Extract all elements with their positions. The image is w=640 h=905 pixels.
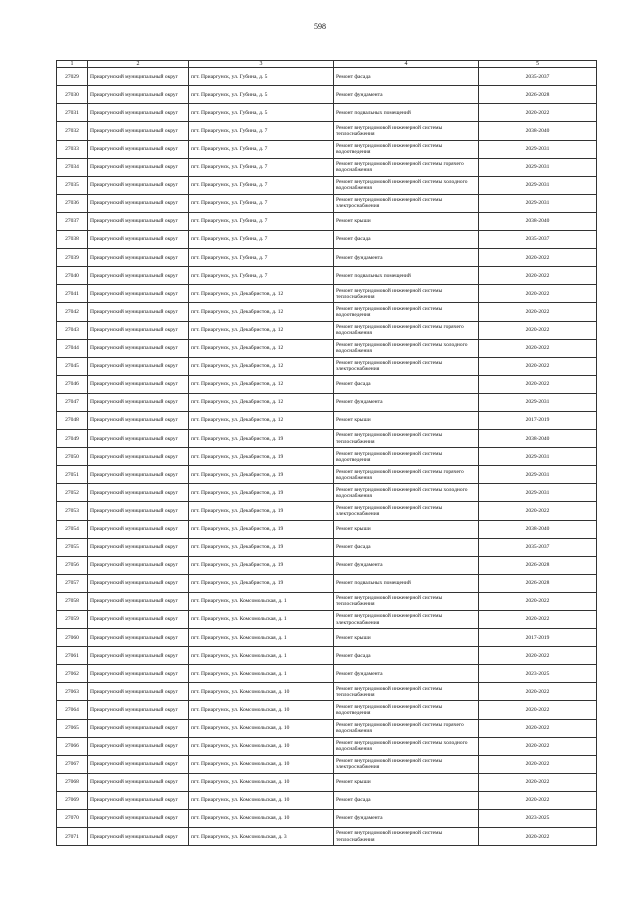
district-cell: Приаргунский муниципальный округ: [88, 647, 189, 665]
period-cell: 2020-2022: [479, 321, 597, 339]
column-number-row: [57, 61, 597, 68]
work-type-cell: Ремонт внутридомовой инженерной системы холодного водоснабжения: [334, 339, 479, 357]
district-cell: Приаргунский муниципальный округ: [88, 828, 189, 846]
period-cell: 2020-2022: [479, 719, 597, 737]
row-number-cell: 27037: [57, 212, 88, 230]
work-type-cell: Ремонт фундамента: [334, 86, 479, 104]
district-cell: Приаргунский муниципальный округ: [88, 665, 189, 683]
district-cell: Приаргунский муниципальный округ: [88, 122, 189, 140]
address-cell: пгт. Приаргунск, ул. Губина, д. 7: [189, 231, 334, 249]
period-cell: 2020-2022: [479, 249, 597, 267]
table-row: [57, 520, 597, 538]
table-row: [57, 285, 597, 303]
row-number-cell: 27059: [57, 611, 88, 629]
period-cell: 2029-2031: [479, 176, 597, 194]
period-cell: 2020-2022: [479, 104, 597, 122]
row-number-cell: 27054: [57, 520, 88, 538]
row-number-cell: 27063: [57, 683, 88, 701]
period-cell: 2035-2037: [479, 231, 597, 249]
district-cell: Приаргунский муниципальный округ: [88, 430, 189, 448]
period-cell: 2026-2028: [479, 574, 597, 592]
district-cell: Приаргунский муниципальный округ: [88, 556, 189, 574]
table-row: [57, 430, 597, 448]
address-cell: пгт. Приаргунск, ул. Комсомольская, д. 1: [189, 611, 334, 629]
table-row: [57, 737, 597, 755]
work-type-cell: Ремонт фасада: [334, 791, 479, 809]
work-type-cell: Ремонт внутридомовой инженерной системы теплоснабжения: [334, 828, 479, 846]
work-type-cell: Ремонт внутридомовой инженерной системы холодного водоснабжения: [334, 484, 479, 502]
row-number-cell: 27066: [57, 737, 88, 755]
address-cell: пгт. Приаргунск, ул. Губина, д. 7: [189, 249, 334, 267]
work-type-cell: Ремонт крыши: [334, 212, 479, 230]
table-row: [57, 321, 597, 339]
work-type-cell: Ремонт внутридомовой инженерной системы водоотведения: [334, 303, 479, 321]
work-type-cell: Ремонт внутридомовой инженерной системы теплоснабжения: [334, 122, 479, 140]
district-cell: Приаргунский муниципальный округ: [88, 810, 189, 828]
row-number-cell: 27044: [57, 339, 88, 357]
district-cell: Приаргунский муниципальный округ: [88, 520, 189, 538]
table-row: [57, 231, 597, 249]
row-number-cell: 27067: [57, 755, 88, 773]
district-cell: Приаргунский муниципальный округ: [88, 285, 189, 303]
address-cell: пгт. Приаргунск, ул. Комсомольская, д. 1: [189, 592, 334, 610]
row-number-cell: 27058: [57, 592, 88, 610]
table-row: [57, 810, 597, 828]
period-cell: 2020-2022: [479, 339, 597, 357]
work-type-cell: Ремонт внутридомовой инженерной системы электроснабжения: [334, 611, 479, 629]
table-row: [57, 267, 597, 285]
work-type-cell: Ремонт внутридомовой инженерной системы холодного водоснабжения: [334, 176, 479, 194]
row-number-cell: 27039: [57, 249, 88, 267]
district-cell: Приаргунский муниципальный округ: [88, 68, 189, 86]
column-header: 2: [88, 61, 189, 68]
address-cell: пгт. Приаргунск, ул. Декабристов, д. 12: [189, 375, 334, 393]
address-cell: пгт. Приаргунск, ул. Комсомольская, д. 10: [189, 701, 334, 719]
work-type-cell: Ремонт внутридомовой инженерной системы теплоснабжения: [334, 683, 479, 701]
period-cell: 2026-2028: [479, 556, 597, 574]
work-type-cell: Ремонт внутридомовой инженерной системы теплоснабжения: [334, 592, 479, 610]
row-number-cell: 27047: [57, 393, 88, 411]
work-type-cell: Ремонт крыши: [334, 629, 479, 647]
period-cell: 2038-2040: [479, 212, 597, 230]
table-row: [57, 249, 597, 267]
table-row: [57, 212, 597, 230]
district-cell: Приаргунский муниципальный округ: [88, 538, 189, 556]
address-cell: пгт. Приаргунск, ул. Декабристов, д. 19: [189, 466, 334, 484]
period-cell: 2035-2037: [479, 538, 597, 556]
district-cell: Приаргунский муниципальный округ: [88, 375, 189, 393]
address-cell: пгт. Приаргунск, ул. Декабристов, д. 19: [189, 502, 334, 520]
address-cell: пгт. Приаргунск, ул. Губина, д. 7: [189, 194, 334, 212]
district-cell: Приаргунский муниципальный округ: [88, 755, 189, 773]
address-cell: пгт. Приаргунск, ул. Декабристов, д. 12: [189, 321, 334, 339]
address-cell: пгт. Приаргунск, ул. Губина, д. 7: [189, 122, 334, 140]
address-cell: пгт. Приаргунск, ул. Комсомольская, д. 10: [189, 755, 334, 773]
period-cell: 2035-2037: [479, 68, 597, 86]
work-type-cell: Ремонт внутридомовой инженерной системы водоотведения: [334, 448, 479, 466]
table-row: [57, 502, 597, 520]
work-type-cell: Ремонт фундамента: [334, 249, 479, 267]
district-cell: Приаргунский муниципальный округ: [88, 683, 189, 701]
row-number-cell: 27071: [57, 828, 88, 846]
row-number-cell: 27062: [57, 665, 88, 683]
period-cell: 2020-2022: [479, 755, 597, 773]
district-cell: Приаргунский муниципальный округ: [88, 701, 189, 719]
table-row: [57, 68, 597, 86]
address-cell: пгт. Приаргунск, ул. Комсомольская, д. 10: [189, 810, 334, 828]
address-cell: пгт. Приаргунск, ул. Декабристов, д. 19: [189, 448, 334, 466]
table-row: [57, 592, 597, 610]
row-number-cell: 27033: [57, 140, 88, 158]
work-type-cell: Ремонт внутридомовой инженерной системы электроснабжения: [334, 755, 479, 773]
address-cell: пгт. Приаргунск, ул. Декабристов, д. 12: [189, 357, 334, 375]
work-type-cell: Ремонт фундамента: [334, 393, 479, 411]
work-type-cell: Ремонт фасада: [334, 538, 479, 556]
table-row: [57, 411, 597, 429]
work-type-cell: Ремонт крыши: [334, 520, 479, 538]
row-number-cell: 27034: [57, 158, 88, 176]
work-type-cell: Ремонт внутридомовой инженерной системы водоотведения: [334, 140, 479, 158]
address-cell: пгт. Приаргунск, ул. Декабристов, д. 12: [189, 411, 334, 429]
work-type-cell: Ремонт внутридомовой инженерной системы горячего водоснабжения: [334, 321, 479, 339]
work-type-cell: Ремонт внутридомовой инженерной системы теплоснабжения: [334, 285, 479, 303]
row-number-cell: 27069: [57, 791, 88, 809]
work-type-cell: Ремонт внутридомовой инженерной системы теплоснабжения: [334, 430, 479, 448]
work-type-cell: Ремонт внутридомовой инженерной системы электроснабжения: [334, 502, 479, 520]
address-cell: пгт. Приаргунск, ул. Комсомольская, д. 1: [189, 647, 334, 665]
address-cell: пгт. Приаргунск, ул. Губина, д. 7: [189, 158, 334, 176]
district-cell: Приаргунский муниципальный округ: [88, 176, 189, 194]
table-row: [57, 574, 597, 592]
address-cell: пгт. Приаргунск, ул. Декабристов, д. 12: [189, 339, 334, 357]
address-cell: пгт. Приаргунск, ул. Декабристов, д. 19: [189, 538, 334, 556]
row-number-cell: 27065: [57, 719, 88, 737]
address-cell: пгт. Приаргунск, ул. Губина, д. 7: [189, 212, 334, 230]
row-number-cell: 27040: [57, 267, 88, 285]
table-row: [57, 773, 597, 791]
address-cell: пгт. Приаргунск, ул. Губина, д. 7: [189, 267, 334, 285]
column-header: 4: [334, 61, 479, 68]
period-cell: 2038-2040: [479, 430, 597, 448]
period-cell: 2029-2031: [479, 448, 597, 466]
work-type-cell: Ремонт внутридомовой инженерной системы горячего водоснабжения: [334, 719, 479, 737]
work-type-cell: Ремонт внутридомовой инженерной системы горячего водоснабжения: [334, 158, 479, 176]
address-cell: пгт. Приаргунск, ул. Комсомольская, д. 10: [189, 719, 334, 737]
row-number-cell: 27052: [57, 484, 88, 502]
district-cell: Приаргунский муниципальный округ: [88, 104, 189, 122]
period-cell: 2020-2022: [479, 647, 597, 665]
period-cell: 2020-2022: [479, 683, 597, 701]
district-cell: Приаргунский муниципальный округ: [88, 357, 189, 375]
period-cell: 2020-2022: [479, 737, 597, 755]
work-type-cell: Ремонт фасада: [334, 231, 479, 249]
period-cell: 2023-2025: [479, 810, 597, 828]
period-cell: 2029-2031: [479, 484, 597, 502]
table-row: [57, 683, 597, 701]
address-cell: пгт. Приаргунск, ул. Губина, д. 5: [189, 68, 334, 86]
period-cell: 2017-2019: [479, 629, 597, 647]
district-cell: Приаргунский муниципальный округ: [88, 231, 189, 249]
work-type-cell: Ремонт фасада: [334, 647, 479, 665]
table-row: [57, 104, 597, 122]
table-row: [57, 176, 597, 194]
period-cell: 2020-2022: [479, 611, 597, 629]
row-number-cell: 27031: [57, 104, 88, 122]
table-row: [57, 719, 597, 737]
row-number-cell: 27050: [57, 448, 88, 466]
period-cell: 2020-2022: [479, 791, 597, 809]
row-number-cell: 27051: [57, 466, 88, 484]
period-cell: 2020-2022: [479, 828, 597, 846]
table-row: [57, 140, 597, 158]
address-cell: пгт. Приаргунск, ул. Губина, д. 5: [189, 86, 334, 104]
table-row: [57, 755, 597, 773]
row-number-cell: 27070: [57, 810, 88, 828]
district-cell: Приаргунский муниципальный округ: [88, 719, 189, 737]
table-row: [57, 86, 597, 104]
district-cell: Приаргунский муниципальный округ: [88, 158, 189, 176]
row-number-cell: 27030: [57, 86, 88, 104]
table-row: [57, 158, 597, 176]
period-cell: 2038-2040: [479, 520, 597, 538]
column-header: 1: [57, 61, 88, 68]
address-cell: пгт. Приаргунск, ул. Комсомольская, д. 10: [189, 791, 334, 809]
district-cell: Приаргунский муниципальный округ: [88, 629, 189, 647]
address-cell: пгт. Приаргунск, ул. Декабристов, д. 19: [189, 430, 334, 448]
address-cell: пгт. Приаргунск, ул. Комсомольская, д. 1: [189, 629, 334, 647]
period-cell: 2020-2022: [479, 502, 597, 520]
row-number-cell: 27043: [57, 321, 88, 339]
district-cell: Приаргунский муниципальный округ: [88, 339, 189, 357]
district-cell: Приаргунский муниципальный округ: [88, 448, 189, 466]
table-row: [57, 629, 597, 647]
period-cell: 2029-2031: [479, 393, 597, 411]
table-row: [57, 357, 597, 375]
row-number-cell: 27055: [57, 538, 88, 556]
work-type-cell: Ремонт подвальных помещений: [334, 267, 479, 285]
period-cell: 2020-2022: [479, 701, 597, 719]
district-cell: Приаргунский муниципальный округ: [88, 86, 189, 104]
address-cell: пгт. Приаргунск, ул. Декабристов, д. 12: [189, 303, 334, 321]
row-number-cell: 27041: [57, 285, 88, 303]
work-type-cell: Ремонт фасада: [334, 375, 479, 393]
table-row: [57, 466, 597, 484]
address-cell: пгт. Приаргунск, ул. Губина, д. 7: [189, 176, 334, 194]
district-cell: Приаргунский муниципальный округ: [88, 321, 189, 339]
table-row: [57, 303, 597, 321]
address-cell: пгт. Приаргунск, ул. Губина, д. 7: [189, 140, 334, 158]
table-row: [57, 791, 597, 809]
row-number-cell: 27053: [57, 502, 88, 520]
row-number-cell: 27064: [57, 701, 88, 719]
table-row: [57, 828, 597, 846]
work-type-cell: Ремонт фундамента: [334, 556, 479, 574]
period-cell: 2020-2022: [479, 592, 597, 610]
period-cell: 2029-2031: [479, 158, 597, 176]
table-row: [57, 484, 597, 502]
row-number-cell: 27057: [57, 574, 88, 592]
district-cell: Приаргунский муниципальный округ: [88, 611, 189, 629]
address-cell: пгт. Приаргунск, ул. Декабристов, д. 19: [189, 520, 334, 538]
row-number-cell: 27045: [57, 357, 88, 375]
table-row: [57, 194, 597, 212]
period-cell: 2020-2022: [479, 375, 597, 393]
district-cell: Приаргунский муниципальный округ: [88, 194, 189, 212]
period-cell: 2029-2031: [479, 466, 597, 484]
row-number-cell: 27046: [57, 375, 88, 393]
row-number-cell: 27056: [57, 556, 88, 574]
repair-schedule-table: [56, 60, 597, 846]
work-type-cell: Ремонт внутридомовой инженерной системы электроснабжения: [334, 194, 479, 212]
district-cell: Приаргунский муниципальный округ: [88, 212, 189, 230]
table-row: [57, 375, 597, 393]
table-row: [57, 556, 597, 574]
address-cell: пгт. Приаргунск, ул. Декабристов, д. 19: [189, 484, 334, 502]
address-cell: пгт. Приаргунск, ул. Комсомольская, д. 3: [189, 828, 334, 846]
row-number-cell: 27035: [57, 176, 88, 194]
district-cell: Приаргунский муниципальный округ: [88, 592, 189, 610]
period-cell: 2020-2022: [479, 357, 597, 375]
period-cell: 2029-2031: [479, 140, 597, 158]
address-cell: пгт. Приаргунск, ул. Губина, д. 5: [189, 104, 334, 122]
period-cell: 2020-2022: [479, 773, 597, 791]
period-cell: 2020-2022: [479, 285, 597, 303]
district-cell: Приаргунский муниципальный округ: [88, 466, 189, 484]
row-number-cell: 27029: [57, 68, 88, 86]
table-row: [57, 393, 597, 411]
district-cell: Приаргунский муниципальный округ: [88, 574, 189, 592]
table-row: [57, 122, 597, 140]
work-type-cell: Ремонт внутридомовой инженерной системы водоотведения: [334, 701, 479, 719]
period-cell: 2038-2040: [479, 122, 597, 140]
table-body: [57, 68, 597, 846]
work-type-cell: Ремонт внутридомовой инженерной системы электроснабжения: [334, 357, 479, 375]
period-cell: 2026-2028: [479, 86, 597, 104]
row-number-cell: 27049: [57, 430, 88, 448]
period-cell: 2017-2019: [479, 411, 597, 429]
table-row: [57, 448, 597, 466]
address-cell: пгт. Приаргунск, ул. Комсомольская, д. 10: [189, 683, 334, 701]
work-type-cell: Ремонт фасада: [334, 68, 479, 86]
period-cell: 2020-2022: [479, 267, 597, 285]
work-type-cell: Ремонт фундамента: [334, 665, 479, 683]
period-cell: 2029-2031: [479, 194, 597, 212]
row-number-cell: 27038: [57, 231, 88, 249]
work-type-cell: Ремонт крыши: [334, 773, 479, 791]
district-cell: Приаргунский муниципальный округ: [88, 303, 189, 321]
district-cell: Приаргунский муниципальный округ: [88, 484, 189, 502]
table-row: [57, 647, 597, 665]
row-number-cell: 27068: [57, 773, 88, 791]
column-header: 3: [189, 61, 334, 68]
row-number-cell: 27048: [57, 411, 88, 429]
address-cell: пгт. Приаргунск, ул. Декабристов, д. 19: [189, 556, 334, 574]
district-cell: Приаргунский муниципальный округ: [88, 791, 189, 809]
table-row: [57, 538, 597, 556]
row-number-cell: 27036: [57, 194, 88, 212]
address-cell: пгт. Приаргунск, ул. Декабристов, д. 12: [189, 285, 334, 303]
work-type-cell: Ремонт подвальных помещений: [334, 104, 479, 122]
row-number-cell: 27060: [57, 629, 88, 647]
district-cell: Приаргунский муниципальный округ: [88, 393, 189, 411]
period-cell: 2020-2022: [479, 303, 597, 321]
page-number: 598: [314, 22, 326, 31]
address-cell: пгт. Приаргунск, ул. Комсомольская, д. 10: [189, 773, 334, 791]
district-cell: Приаргунский муниципальный округ: [88, 267, 189, 285]
row-number-cell: 27032: [57, 122, 88, 140]
row-number-cell: 27042: [57, 303, 88, 321]
table-row: [57, 701, 597, 719]
table-row: [57, 339, 597, 357]
work-type-cell: Ремонт внутридомовой инженерной системы холодного водоснабжения: [334, 737, 479, 755]
table-row: [57, 665, 597, 683]
period-cell: 2023-2025: [479, 665, 597, 683]
work-type-cell: Ремонт внутридомовой инженерной системы горячего водоснабжения: [334, 466, 479, 484]
district-cell: Приаргунский муниципальный округ: [88, 737, 189, 755]
work-type-cell: Ремонт подвальных помещений: [334, 574, 479, 592]
district-cell: Приаргунский муниципальный округ: [88, 411, 189, 429]
address-cell: пгт. Приаргунск, ул. Комсомольская, д. 10: [189, 737, 334, 755]
address-cell: пгт. Приаргунск, ул. Декабристов, д. 12: [189, 393, 334, 411]
district-cell: Приаргунский муниципальный округ: [88, 502, 189, 520]
work-type-cell: Ремонт крыши: [334, 411, 479, 429]
address-cell: пгт. Приаргунск, ул. Комсомольская, д. 1: [189, 665, 334, 683]
district-cell: Приаргунский муниципальный округ: [88, 773, 189, 791]
district-cell: Приаргунский муниципальный округ: [88, 140, 189, 158]
work-type-cell: Ремонт фундамента: [334, 810, 479, 828]
row-number-cell: 27061: [57, 647, 88, 665]
column-header: 5: [479, 61, 597, 68]
address-cell: пгт. Приаргунск, ул. Декабристов, д. 19: [189, 574, 334, 592]
table-row: [57, 611, 597, 629]
district-cell: Приаргунский муниципальный округ: [88, 249, 189, 267]
